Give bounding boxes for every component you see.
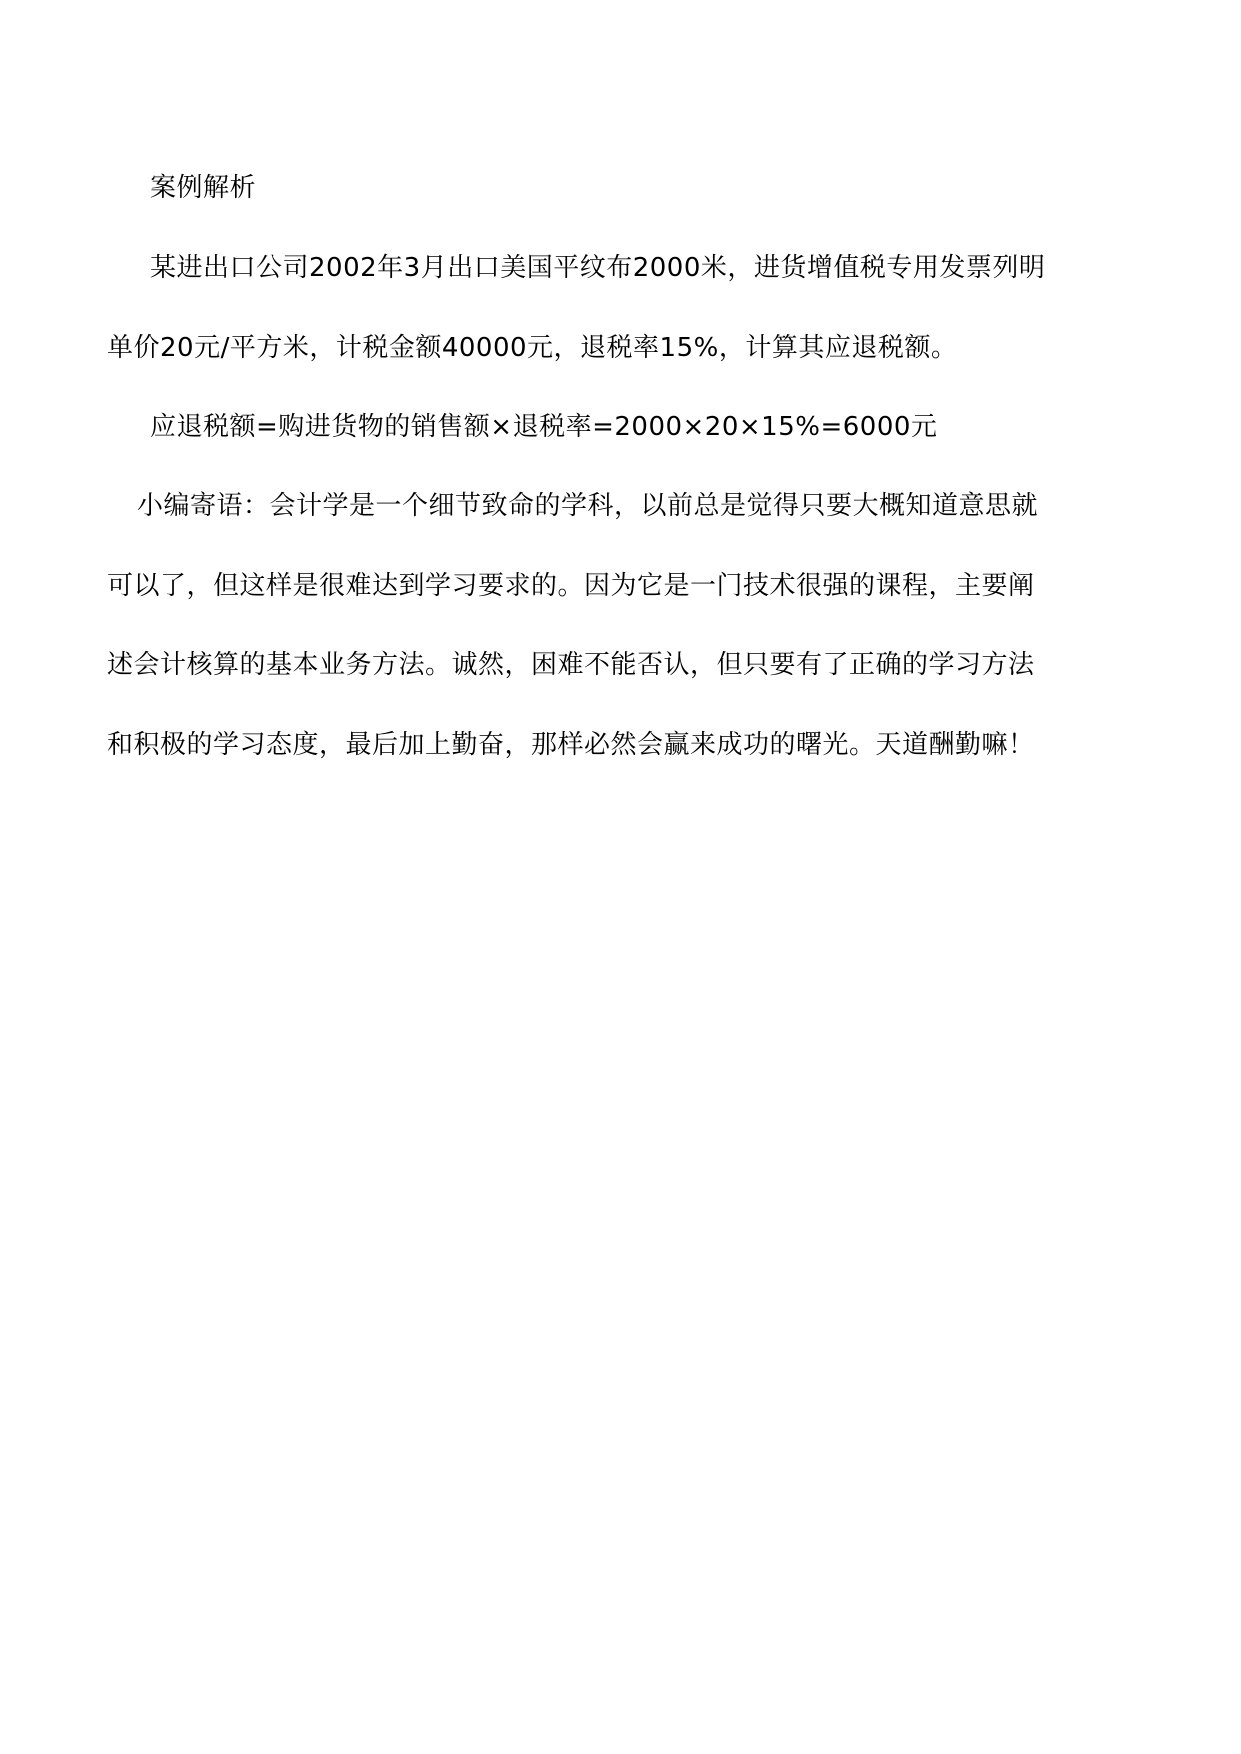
editor-note-line-2: 可以了，但这样是很难达到学习要求的。因为它是一门技术很强的课程，主要阐 — [107, 571, 1035, 601]
section-heading: 案例解析 — [150, 173, 257, 203]
editor-note-line-3: 述会计核算的基本业务方法。诚然，困难不能否认，但只要有了正确的学习方法 — [107, 650, 1035, 680]
case-line-2: 单价20元/平方米，计税金额40000元，退税率15%，计算其应退税额。 — [107, 333, 958, 363]
editor-note-line-1: 小编寄语：会计学是一个细节致命的学科，以前总是觉得只要大概知道意思就 — [137, 491, 1039, 521]
case-line-1: 某进出口公司2002年3月出口美国平纹布2000米，进货增值税专用发票列明 — [150, 253, 1046, 283]
formula-line: 应退税额=购进货物的销售额×退税率=2000×20×15%=6000元 — [150, 412, 938, 442]
editor-note-line-4: 和积极的学习态度，最后加上勤奋，那样必然会赢来成功的曙光。天道酬勤嘛！ — [107, 730, 1035, 760]
